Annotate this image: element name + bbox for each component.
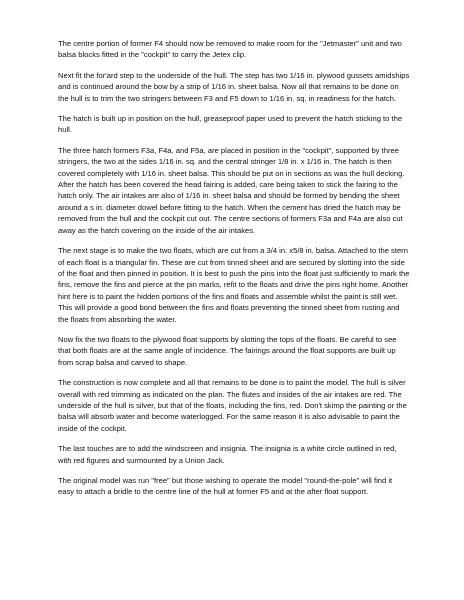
paragraph-2: Next fit the for'ard step to the underside of the hull. The step has two 1/16 in. plywood gussets amidships and is continued around the bow by a strip of 1/16 in. sheet balsa. Now all that remains to be done on the hull is to trim the two stringers between F3 and F5 down to 1/16 in. sq. in readiness for the hatch. [58,70,410,103]
paragraph-8: The last touches are to add the windscreen and insignia. The insignia is a white circle outlined in red, with red figures and surmounted by a Union Jack. [58,444,397,465]
paragraph-9: The original model was run "free" but those wishing to operate the model "round-the-pole" will find it easy to attach a bridle to the centre line of the hull at former F5 and at the after float support. [58,476,393,497]
paragraph-1: The centre portion of former F4 should now be removed to make room for the "Jetmaster" unit and two balsa blocks fitted in the "cockpit" to carry the Jetex clip. [58,39,402,60]
paragraph-4: The three hatch formers F3a, F4a, and F5a, are placed in position in the "cockpit", supported by three stringers, the two at the sides 1/16 in. sq. and the central stringer 1/8 in. x 1/16 in. The hatch is then covered completely with 1/16 in. sheet balsa. This should be put on in sections as was the hull decking. After the hatch has been covered the head fairing is added, care being taken to stick the fairing to the hatch only. The air intakes are also of 1/16 in. sheet balsa and should be formed by bending the sheet around a s in. diameter dowel before fitting to the hatch. When the cement has dried the hatch may be removed from the hull and the cockpit cut out. The centre sections of formers F3a and F4a are also cut away as the hatch covering on the inside of the air intakes. [58,145,405,235]
paragraph-5: The next stage is to make the two floats, which are cut from a 3/4 in. x5/8 in. balsa. Attached to the stern of each float is a triangular fin. These are cut from tinned sheet and are secured by slotting into the side of the float and then pinned in position. It is best to push the pins into the float just sufficiently to mark the fins, remove the fins and pierce at the pin marks, refit to the floats and drive the pins right home. Another hint here is to paint the hidden portions of the fins and floats and assemble whilst the paint is still wet. This will provide a good bond between the fins and floats preventing the tinned sheet from rusting and the floats from absorbing the water. [58,246,410,324]
paragraph-6: Now fix the two floats to the plywood float supports by slotting the tops of the floats. Be careful to see that both floats are at the same angle of incidence. The fairings around the float supports are built up from scrap balsa and carved to shape. [58,334,397,367]
paragraph-7: The construction is now complete and all that remains to be done is to paint the model. The hull is silver overall with red trimming as indicated on the plan. The flutes and insides of the air intakes are red. The underside of the hull is silver, but that of the floats, including the fins, red. Don't skimp the painting or the balsa will absorb water and become waterlogged. For the same reason it is also advisable to paint the inside of the cockpit. [58,378,407,433]
paragraph-3: The hatch is built up in position on the hull, greaseproof paper used to prevent the hatch sticking to the hull. [58,114,403,135]
